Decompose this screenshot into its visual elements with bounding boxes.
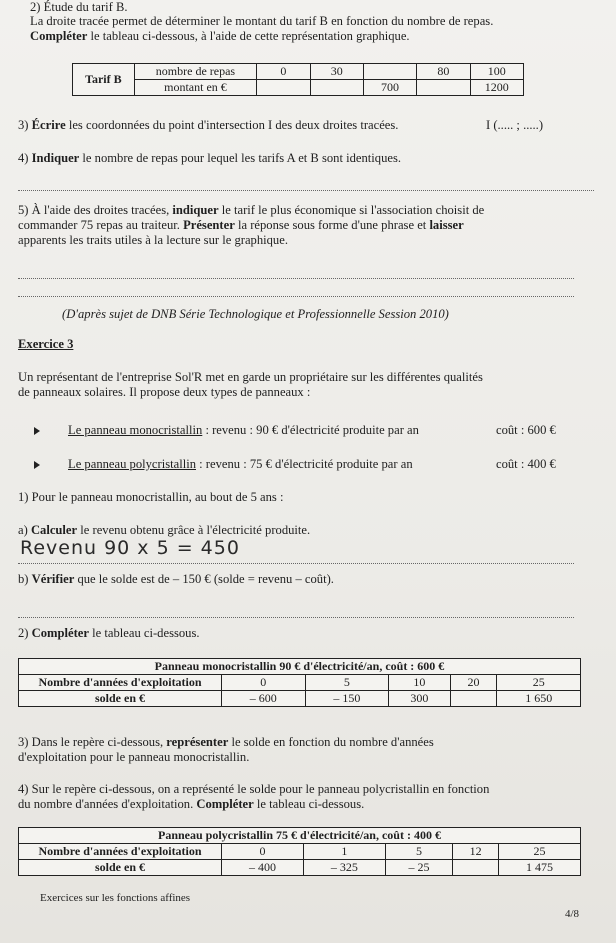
section2-title: 2) Étude du tarif B. xyxy=(30,0,128,14)
question-5-line2 xyxy=(18,218,596,233)
table-cell: 1 475 xyxy=(499,860,581,876)
instruction-verb: Calculer xyxy=(30,523,78,537)
section2-line1: La droite tracée permet de déterminer le montant du tarif B en fonction du nombre de repas. xyxy=(30,14,494,28)
question-text: 3) Dans le repère ci-dessous, xyxy=(18,735,167,749)
source-note: (D'après sujet de DNB Série Technologique et Professionnelle Session 2010) xyxy=(62,307,449,321)
table-cell: 1 650 xyxy=(497,691,581,707)
table-cell: 1200 xyxy=(470,80,523,96)
panel-revenue: : revenu : 75 € d'électricité produite par an xyxy=(196,457,413,471)
handwritten-answer: Revenu 90 x 5 = 450 xyxy=(20,537,240,559)
panel-polycristallin-row xyxy=(34,457,596,472)
question-5-line3: apparents les traits utiles à la lecture sur le graphique. xyxy=(18,233,288,247)
section2-line2 xyxy=(30,29,596,44)
table-cell: – 400 xyxy=(222,860,304,876)
exercise-3-q3-line1 xyxy=(18,735,596,750)
row-label-years: Nombre d'années d'exploitation xyxy=(19,675,222,691)
question-number: 3) xyxy=(18,118,29,132)
panel-monocristallin-row xyxy=(34,423,596,438)
answer-line xyxy=(18,190,594,191)
table-cell xyxy=(417,80,470,96)
instruction-verb: représenter xyxy=(166,735,229,749)
table-cell: 12 xyxy=(453,844,499,860)
table-cell: 25 xyxy=(499,844,581,860)
instruction-verb: Écrire xyxy=(31,118,66,132)
question-text: le tarif le plus économique si l'association choisit de xyxy=(218,203,485,217)
tarif-b-label: Tarif B xyxy=(73,64,135,96)
question-text: À l'aide des droites tracées, xyxy=(31,203,173,217)
row-label-montant: montant en € xyxy=(134,80,256,96)
question-text: que le solde est de – 150 € (solde = revenu – coût). xyxy=(74,572,334,586)
exercise-3-q1b xyxy=(18,572,596,587)
arrow-bullet-icon xyxy=(34,427,40,435)
table-cell: 0 xyxy=(222,675,306,691)
question-text: la réponse sous forme d'une phrase et xyxy=(234,218,430,232)
exercise-3-q1: 1) Pour le panneau monocristallin, au bout de 5 ans : xyxy=(18,490,284,504)
exercise-3-q1a xyxy=(18,523,596,538)
polycristallin-table xyxy=(18,827,581,876)
table-cell: 700 xyxy=(363,80,416,96)
instruction-text: le tableau ci-dessous, à l'aide de cette représentation graphique. xyxy=(87,29,410,43)
table-cell: 30 xyxy=(310,64,363,80)
exercise-3-q3-line2: d'exploitation pour le panneau monocristallin. xyxy=(18,750,250,764)
instruction-verb: Présenter xyxy=(183,218,235,232)
question-4 xyxy=(18,151,596,166)
question-number: 4) xyxy=(18,151,29,165)
instruction-verb: Compléter xyxy=(30,29,88,43)
table-cell: – 600 xyxy=(222,691,306,707)
table-cell xyxy=(453,860,499,876)
table-cell: 25 xyxy=(497,675,581,691)
instruction-verb: indiquer xyxy=(172,203,219,217)
exercise-3-intro-line1: Un représentant de l'entreprise Sol'R met en garde un propriétaire sur les différentes qualités xyxy=(18,370,483,384)
row-label-years: Nombre d'années d'exploitation xyxy=(19,844,222,860)
table-cell: 300 xyxy=(389,691,450,707)
exercise-3-intro-line2: de panneaux solaires. Il propose deux types de panneaux : xyxy=(18,385,311,399)
table-cell xyxy=(450,691,497,707)
answer-coordinates: I (..... ; .....) xyxy=(486,118,544,132)
question-number: 5) xyxy=(18,203,29,217)
exercise-3-title: Exercice 3 xyxy=(18,337,74,351)
question-text: le tableau ci-dessous. xyxy=(253,797,365,811)
panel-name: Le panneau monocristallin xyxy=(68,423,203,437)
row-label-solde: solde en € xyxy=(19,860,222,876)
arrow-bullet-icon xyxy=(34,461,40,469)
question-text: le nombre de repas pour lequel les tarifs A et B sont identiques. xyxy=(79,151,402,165)
instruction-verb: Indiquer xyxy=(31,151,80,165)
table-cell: 5 xyxy=(385,844,452,860)
table-cell: 1 xyxy=(303,844,385,860)
panel-revenue: : revenu : 90 € d'électricité produite par an xyxy=(202,423,419,437)
footer-chapter: Exercices sur les fonctions affines xyxy=(40,892,191,904)
table-cell: – 150 xyxy=(305,691,389,707)
answer-line xyxy=(18,296,574,297)
table-cell xyxy=(257,80,310,96)
table-cell: 5 xyxy=(305,675,389,691)
table-title: Panneau monocristallin 90 € d'électricité/an, coût : 600 € xyxy=(19,659,581,675)
page-number: 4/8 xyxy=(565,908,580,920)
panel-cost: coût : 400 € xyxy=(496,457,556,471)
instruction-verb: Compléter xyxy=(31,626,89,640)
tarif-b-table xyxy=(72,63,524,96)
question-text: le tableau ci-dessous. xyxy=(89,626,200,640)
panel-cost: coût : 600 € xyxy=(496,423,556,437)
answer-line xyxy=(18,563,574,564)
question-text: le revenu obtenu grâce à l'électricité produite. xyxy=(77,523,311,537)
table-cell: 100 xyxy=(470,64,523,80)
table-cell: – 25 xyxy=(385,860,452,876)
question-number: 2) xyxy=(18,626,32,640)
question-text: commander 75 repas au traiteur. xyxy=(18,218,184,232)
monocristallin-table xyxy=(18,658,581,707)
question-text: du nombre d'années d'exploitation. xyxy=(18,797,197,811)
instruction-verb: Compléter xyxy=(196,797,254,811)
answer-line xyxy=(18,617,574,618)
table-cell xyxy=(310,80,363,96)
exercise-3-q2 xyxy=(18,626,596,641)
instruction-verb: Vérifier xyxy=(31,572,75,586)
table-cell: – 325 xyxy=(303,860,385,876)
instruction-verb: laisser xyxy=(429,218,464,232)
table-cell xyxy=(363,64,416,80)
row-label-solde: solde en € xyxy=(19,691,222,707)
table-cell: 20 xyxy=(450,675,497,691)
exercise-3-q4-line2 xyxy=(18,797,596,812)
question-number: b) xyxy=(18,572,32,586)
panel-name: Le panneau polycristallin xyxy=(68,457,196,471)
table-cell: 0 xyxy=(257,64,310,80)
table-cell: 0 xyxy=(222,844,304,860)
question-text: le solde en fonction du nombre d'années xyxy=(228,735,434,749)
answer-line xyxy=(18,278,574,279)
table-cell: 10 xyxy=(389,675,450,691)
table-cell: 80 xyxy=(417,64,470,80)
row-label-repas: nombre de repas xyxy=(134,64,256,80)
table-title: Panneau polycristallin 75 € d'électricité/an, coût : 400 € xyxy=(19,828,581,844)
question-text: les coordonnées du point d'intersection I des deux droites tracées. xyxy=(65,118,399,132)
question-number: a) xyxy=(18,523,31,537)
question-3 xyxy=(18,118,596,133)
question-5-line1 xyxy=(18,203,596,218)
exercise-3-q4-line1: 4) Sur le repère ci-dessous, on a représenté le solde pour le panneau polycristallin en fonction xyxy=(18,782,490,796)
